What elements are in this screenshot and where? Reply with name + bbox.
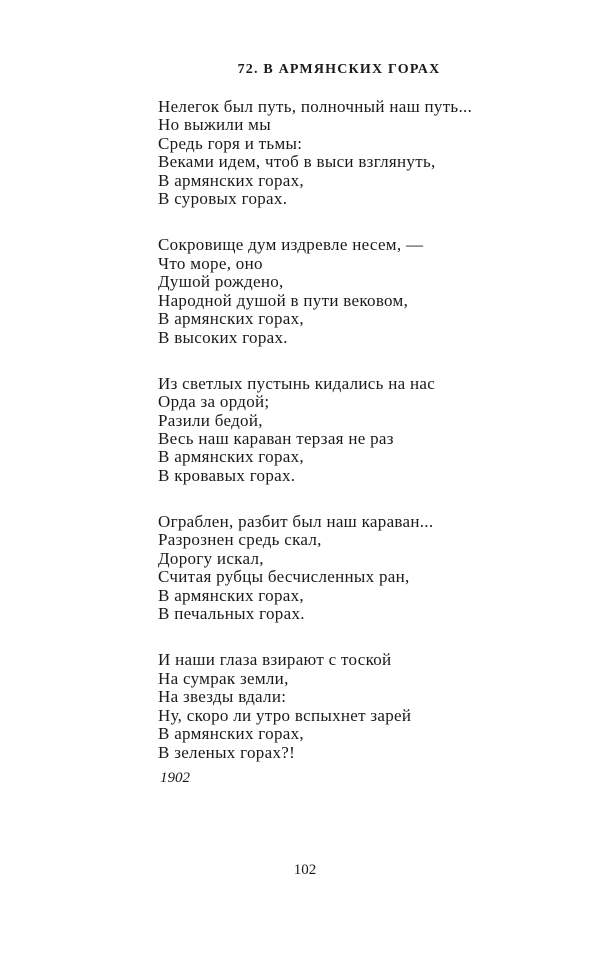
stanza — [158, 651, 472, 762]
poem-line: Что море, оно — [158, 253, 263, 273]
poem-line: Разили бедой, — [158, 410, 263, 430]
poem-line: Но выжили мы — [158, 115, 271, 135]
poem-line: Орда за ордой; — [158, 392, 270, 412]
poem-line: В армянских горах, — [158, 724, 304, 744]
stanza — [158, 375, 472, 486]
stanza — [158, 98, 472, 209]
poem-line: Нелегок был путь, полночный наш путь... — [158, 97, 473, 116]
poem-line: Веками идем, чтоб в выси взглянуть, — [158, 152, 436, 172]
poem-line: Ну, скоро ли утро вспыхнет зарей — [158, 705, 412, 725]
poem-line: Сокровище дум издревле несем, — — [158, 235, 424, 255]
poem-line: Душой рождено, — [158, 272, 284, 292]
poem-line: В зеленых горах?! — [158, 742, 296, 762]
poem-line: Разрознен средь скал, — [158, 530, 322, 550]
poem-line: На звезды вдали: — [158, 687, 287, 707]
poem-body — [158, 98, 472, 790]
stanza — [158, 513, 472, 624]
poem-line: В армянских горах, — [158, 309, 304, 329]
poem-line: В высоких горах. — [158, 327, 288, 347]
stanza — [158, 236, 472, 347]
poem-line: В печальных горах. — [158, 604, 305, 624]
poem-line: В армянских горах, — [158, 170, 304, 190]
poem-line: Весь наш караван терзая не раз — [158, 428, 394, 448]
poem-line: Народной душой в пути вековом, — [158, 290, 409, 310]
poem-line: На сумрак земли, — [158, 668, 289, 688]
poem-line: Из светлых пустынь кидались на нас — [158, 373, 436, 393]
poem-line: В армянских горах, — [158, 585, 304, 605]
poem-line: В суровых горах. — [158, 189, 288, 209]
poem-line: И наши глаза взирают с тоской — [158, 650, 392, 670]
poem-line: В кровавых горах. — [158, 465, 296, 485]
page-number: 102 — [293, 862, 317, 878]
poem-line: Ограблен, разбит был наш караван... — [158, 511, 434, 531]
poem-year: 1902 — [160, 770, 190, 786]
poem-title: 72. В АРМЯНСКИХ ГОРАХ — [237, 62, 441, 77]
poem-line: Считая рубцы бесчисленных ран, — [158, 567, 410, 587]
poem-line: Дорогу искал, — [158, 548, 264, 568]
poem-line: В армянских горах, — [158, 447, 304, 467]
poem-line: Средь горя и тьмы: — [158, 133, 303, 153]
